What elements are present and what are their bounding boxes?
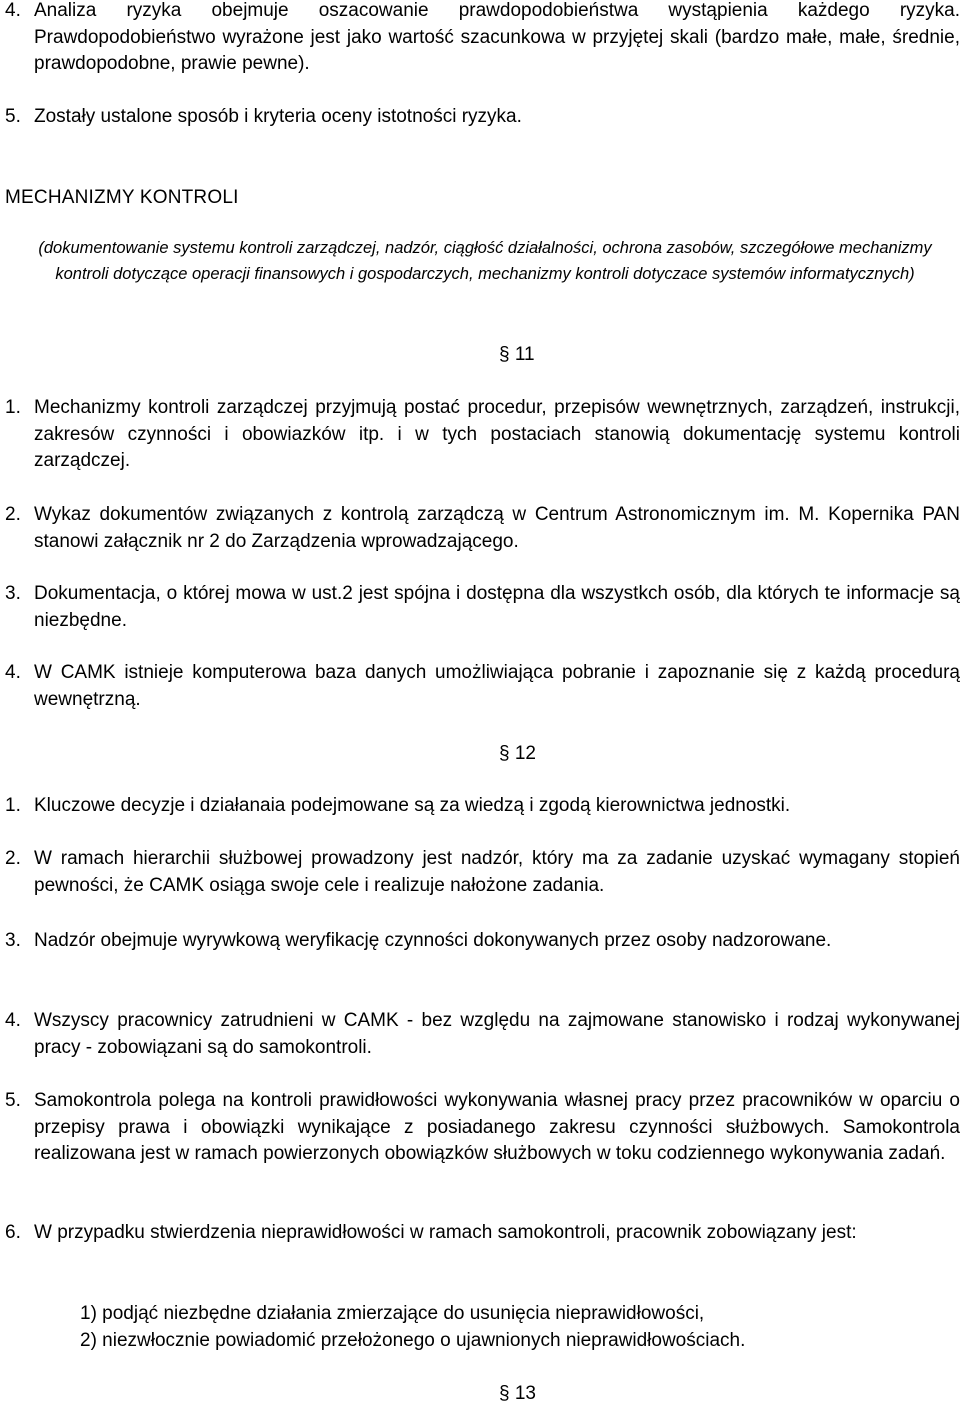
item-text: W przypadku stwierdzenia nieprawidłowości w ramach samokontroli, pracownik zobowiązany jest:	[34, 1222, 857, 1243]
list-item	[5, 660, 960, 713]
item-number: 2.	[5, 848, 21, 869]
section-subtitle: (dokumentowanie systemu kontroli zarządczej, nadzór, ciągłość działalności, ochrona zasobów, szczegółowe mechanizmy kontroli dotyczące operacji finansowych i gospodarczych, mechanizmy kontroli dotyczace systemów informatycznych)	[38, 239, 932, 283]
section-heading: MECHANIZMY KONTROLI	[5, 187, 239, 208]
list-item	[5, 0, 960, 78]
list-item	[5, 1008, 960, 1061]
item-text: Mechanizmy kontroli zarządczej przyjmują postać procedur, przepisów wewnętrznych, zarządzeń, instrukcji, zakresów czynności i obowiazków itp. i w tych postaciach stanowią dokumentację systemu kontroli zarządczej.	[34, 397, 960, 471]
item-text: Kluczowe decyzje i działanaia podejmowane są za wiedzą i zgodą kierownictwa jednostki.	[34, 795, 791, 816]
item-number: 5.	[5, 1090, 21, 1111]
item-number: 3.	[5, 583, 21, 604]
item-text: Dokumentacja, o której mowa w ust.2 jest spójna i dostępna dla wszystkch osób, dla których te informacje są niezbędne.	[34, 583, 960, 631]
item-number: 3.	[5, 930, 21, 951]
item-number: 2.	[5, 504, 21, 525]
list-item	[5, 793, 960, 820]
section-marker-12: § 12	[499, 743, 536, 764]
list-item	[5, 1088, 960, 1168]
item-text: Wykaz dokumentów związanych z kontrolą zarządczą w Centrum Astronomicznym im. M. Kopernika PAN stanowi załącznik nr 2 do Zarządzenia wprowadzającego.	[34, 504, 960, 552]
item-number: 1.	[5, 795, 21, 816]
item-text: W ramach hierarchii służbowej prowadzony jest nadzór, który ma za zadanie uzyskać wymagany stopień pewności, że CAMK osiąga swoje cele i realizuje nałożone zadania.	[34, 848, 960, 896]
item-number: 4.	[5, 0, 21, 21]
item-number: 4.	[5, 1010, 21, 1031]
sub-list-item: 1) podjąć niezbędne działania zmierzające do usunięcia nieprawidłowości,	[80, 1303, 705, 1324]
list-item	[5, 395, 960, 475]
item-text: Samokontrola polega na kontroli prawidłowości wykonywania własnej pracy przez pracowników w oparciu o przepisy prawa i obowiązki wynikające z posiadanego zakresu czynności służbowych. Samokontrola realizowana jest w ramach powierzonych obowiązków służbowych w toku codziennego wykonywania zadań.	[34, 1090, 960, 1164]
item-text: Zostały ustalone sposób i kryteria oceny istotności ryzyka.	[34, 106, 522, 127]
item-text: W CAMK istnieje komputerowa baza danych umożliwiająca pobranie i zapoznanie się z każdą procedurą wewnętrzną.	[34, 662, 960, 710]
list-item	[5, 1220, 960, 1247]
item-number: 6.	[5, 1222, 21, 1243]
list-item	[5, 104, 960, 131]
list-item	[5, 846, 960, 899]
list-item	[5, 502, 960, 555]
item-number: 1.	[5, 397, 21, 418]
section-marker-13: § 13	[499, 1383, 536, 1404]
item-text: Analiza ryzyka obejmuje oszacowanie prawdopodobieństwa wystąpienia każdego ryzyka. Prawdopodobieństwo wyrażone jest jako wartość szacunkowa w przyjętej skali (bardzo małe, małe, średnie, prawdopodobne, prawie pewne).	[34, 0, 960, 74]
list-item	[5, 581, 960, 634]
item-number: 4.	[5, 662, 21, 683]
item-text: Wszyscy pracownicy zatrudnieni w CAMK - bez względu na zajmowane stanowisko i rodzaj wykonywanej pracy - zobowiązani są do samokontroli.	[34, 1010, 960, 1058]
item-text: Nadzór obejmuje wyrywkową weryfikację czynności dokonywanych przez osoby nadzorowane.	[34, 930, 832, 951]
item-number: 5.	[5, 106, 21, 127]
list-item	[5, 928, 960, 955]
section-marker-11: § 11	[499, 344, 535, 365]
sub-list-item: 2) niezwłocznie powiadomić przełożonego o ujawnionych nieprawidłowościach.	[80, 1330, 746, 1351]
